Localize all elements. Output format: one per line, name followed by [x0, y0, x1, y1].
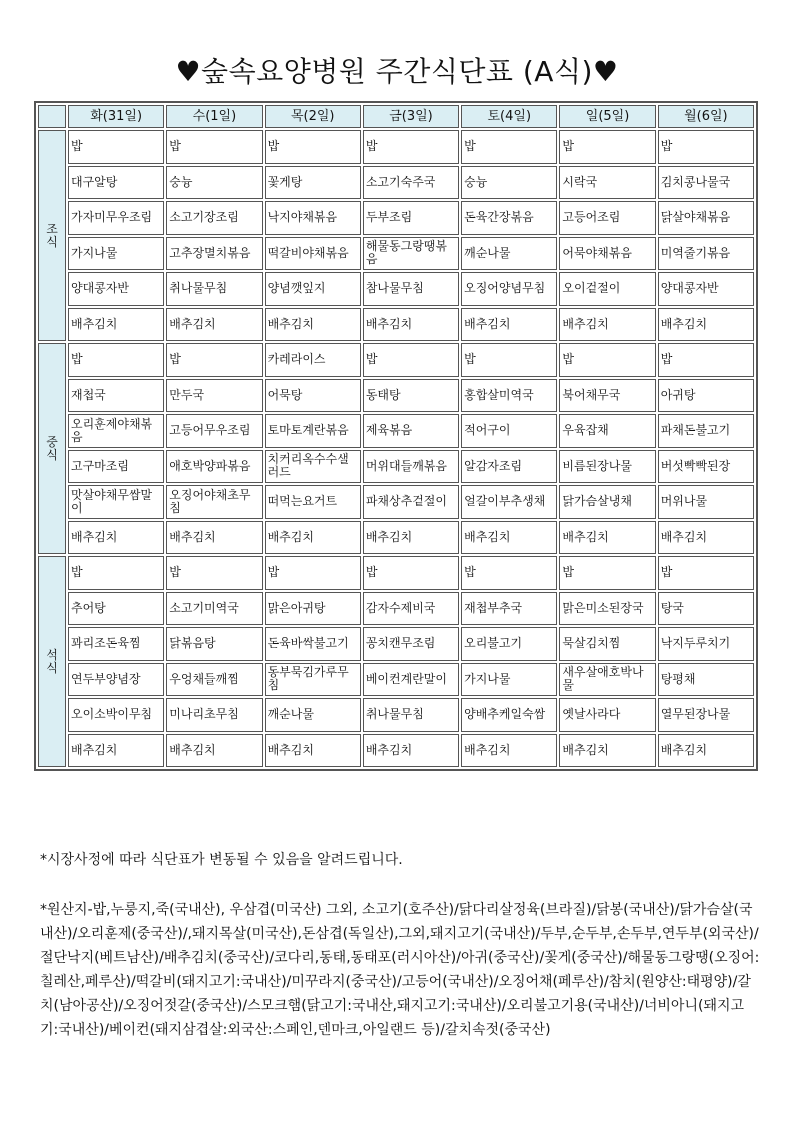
- menu-cell: 양대콩자반: [68, 272, 164, 306]
- day-header: 일(5일): [559, 105, 655, 128]
- menu-cell: 꽈리조돈육찜: [68, 627, 164, 661]
- menu-cell: 김치콩나물국: [658, 166, 754, 200]
- menu-cell: 카레라이스: [265, 343, 361, 377]
- menu-cell: 취나물무침: [363, 698, 459, 732]
- menu-cell: 파채돈불고기: [658, 414, 754, 448]
- day-header: 월(6일): [658, 105, 754, 128]
- menu-cell: 밥: [658, 343, 754, 377]
- menu-cell: 참나물무침: [363, 272, 459, 306]
- menu-cell: 밥: [363, 343, 459, 377]
- menu-cell: 밥: [166, 130, 262, 164]
- day-header: 금(3일): [363, 105, 459, 128]
- menu-row-dinner: [38, 556, 754, 590]
- menu-cell: 고추장멸치볶음: [166, 237, 262, 271]
- menu-cell: 연두부양념장: [68, 663, 164, 697]
- meal-label-char: 식: [46, 447, 58, 462]
- menu-cell: 밥: [461, 130, 557, 164]
- menu-cell: 밥: [68, 556, 164, 590]
- menu-cell: 꽃게탕: [265, 166, 361, 200]
- menu-cell: 숭늉: [461, 166, 557, 200]
- menu-row-breakfast: [38, 237, 754, 271]
- menu-cell: 낙지야채볶음: [265, 201, 361, 235]
- header-corner-cell: [38, 105, 66, 128]
- notes-section: [40, 848, 760, 1042]
- menu-cell: 제육볶음: [363, 414, 459, 448]
- menu-cell: 적어구이: [461, 414, 557, 448]
- day-header-row: [38, 105, 754, 128]
- menu-cell: 밥: [559, 343, 655, 377]
- menu-cell: 밥: [68, 130, 164, 164]
- menu-cell: 토마토계란볶음: [265, 414, 361, 448]
- menu-cell: 밥: [166, 556, 262, 590]
- menu-cell: 오징어양념무침: [461, 272, 557, 306]
- menu-cell: 밥: [461, 343, 557, 377]
- menu-cell: 배추김치: [363, 734, 459, 768]
- menu-cell: 오징어야채초무침: [166, 485, 262, 519]
- menu-cell: 배추김치: [265, 521, 361, 555]
- menu-cell: 숭늉: [166, 166, 262, 200]
- meal-label-char: 식: [46, 234, 58, 249]
- meal-label-breakfast: [38, 130, 66, 341]
- menu-cell: 오이겉절이: [559, 272, 655, 306]
- menu-body: [38, 130, 754, 767]
- menu-cell: 우육잡채: [559, 414, 655, 448]
- menu-row-breakfast: [38, 166, 754, 200]
- menu-cell: 재첩부추국: [461, 592, 557, 626]
- day-header: 수(1일): [166, 105, 262, 128]
- menu-cell: 배추김치: [68, 308, 164, 342]
- menu-row-breakfast: [38, 308, 754, 342]
- menu-cell: 대구알탕: [68, 166, 164, 200]
- menu-row-lunch: [38, 414, 754, 448]
- menu-cell: 알감자조림: [461, 450, 557, 484]
- menu-cell: 파채상추겉절이: [363, 485, 459, 519]
- menu-cell: 깨순나물: [461, 237, 557, 271]
- menu-cell: 고등어조림: [559, 201, 655, 235]
- menu-cell: 해물동그랑땡볶음: [363, 237, 459, 271]
- menu-cell: 맑은아귀탕: [265, 592, 361, 626]
- menu-cell: 맛살야채무쌈말이: [68, 485, 164, 519]
- market-notice: *시장사정에 따라 식단표가 변동될 수 있음을 알려드립니다.: [40, 852, 403, 868]
- menu-cell: 비름된장나물: [559, 450, 655, 484]
- menu-cell: 우엉채들깨찜: [166, 663, 262, 697]
- menu-row-breakfast: [38, 272, 754, 306]
- menu-cell: 밥: [658, 556, 754, 590]
- menu-row-lunch: [38, 343, 754, 377]
- menu-cell: 미나리초무침: [166, 698, 262, 732]
- menu-row-lunch: [38, 379, 754, 413]
- menu-cell: 양대콩자반: [658, 272, 754, 306]
- menu-cell: 만두국: [166, 379, 262, 413]
- menu-row-lunch: [38, 450, 754, 484]
- menu-cell: 돈육바싹불고기: [265, 627, 361, 661]
- menu-cell: 닭가슴살냉채: [559, 485, 655, 519]
- menu-cell: 밥: [461, 556, 557, 590]
- menu-cell: 어묵야채볶음: [559, 237, 655, 271]
- menu-row-dinner: [38, 627, 754, 661]
- menu-cell: 배추김치: [658, 734, 754, 768]
- meal-label-char: 조: [46, 221, 58, 236]
- menu-cell: 닭볶음탕: [166, 627, 262, 661]
- menu-row-breakfast: [38, 201, 754, 235]
- menu-cell: 닭살야채볶음: [658, 201, 754, 235]
- menu-cell: 머위대들깨볶음: [363, 450, 459, 484]
- menu-row-dinner: [38, 734, 754, 768]
- menu-cell: 배추김치: [68, 734, 164, 768]
- menu-cell: 배추김치: [559, 521, 655, 555]
- menu-cell: 고등어무우조림: [166, 414, 262, 448]
- menu-cell: 밥: [559, 130, 655, 164]
- menu-cell: 두부조림: [363, 201, 459, 235]
- menu-row-dinner: [38, 592, 754, 626]
- menu-cell: 얼갈이부추생채: [461, 485, 557, 519]
- menu-cell: 배추김치: [166, 521, 262, 555]
- menu-cell: 밥: [363, 130, 459, 164]
- menu-cell: 꽁치캔무조림: [363, 627, 459, 661]
- menu-cell: 밥: [265, 556, 361, 590]
- menu-cell: 홍합살미역국: [461, 379, 557, 413]
- menu-cell: 소고기장조림: [166, 201, 262, 235]
- menu-cell: 배추김치: [265, 308, 361, 342]
- menu-row-dinner: [38, 663, 754, 697]
- menu-cell: 가자미무우조림: [68, 201, 164, 235]
- menu-cell: 배추김치: [461, 308, 557, 342]
- menu-cell: 배추김치: [559, 734, 655, 768]
- menu-cell: 밥: [363, 556, 459, 590]
- menu-cell: 밥: [559, 556, 655, 590]
- menu-cell: 배추김치: [461, 734, 557, 768]
- menu-cell: 양배추케일숙쌈: [461, 698, 557, 732]
- menu-cell: 애호박양파볶음: [166, 450, 262, 484]
- meal-label-char: 식: [46, 660, 58, 675]
- menu-cell: 오이소박이무침: [68, 698, 164, 732]
- menu-cell: 떠먹는요거트: [265, 485, 361, 519]
- menu-cell: 감자수제비국: [363, 592, 459, 626]
- menu-cell: 깨순나물: [265, 698, 361, 732]
- menu-cell: 취나물무침: [166, 272, 262, 306]
- meal-label-lunch: [38, 343, 66, 554]
- menu-cell: 시락국: [559, 166, 655, 200]
- menu-cell: 소고기미역국: [166, 592, 262, 626]
- menu-cell: 밥: [166, 343, 262, 377]
- menu-cell: 맑은미소된장국: [559, 592, 655, 626]
- menu-cell: 새우살애호박나물: [559, 663, 655, 697]
- menu-row-lunch: [38, 485, 754, 519]
- menu-cell: 열무된장나물: [658, 698, 754, 732]
- day-header: 목(2일): [265, 105, 361, 128]
- menu-cell: 밥: [68, 343, 164, 377]
- menu-cell: 낙지두루치기: [658, 627, 754, 661]
- menu-cell: 아귀탕: [658, 379, 754, 413]
- menu-cell: 북어채무국: [559, 379, 655, 413]
- menu-row-breakfast: [38, 130, 754, 164]
- menu-cell: 배추김치: [363, 308, 459, 342]
- menu-cell: 배추김치: [68, 521, 164, 555]
- menu-cell: 오리불고기: [461, 627, 557, 661]
- menu-cell: 양념깻잎지: [265, 272, 361, 306]
- menu-cell: 옛날사라다: [559, 698, 655, 732]
- menu-cell: 탕평채: [658, 663, 754, 697]
- menu-cell: 가지나물: [68, 237, 164, 271]
- day-header: 토(4일): [461, 105, 557, 128]
- page-title: ♥숲속요양병원 주간식단표 (A식)♥: [175, 55, 619, 88]
- menu-cell: 배추김치: [658, 308, 754, 342]
- menu-cell: 돈육간장볶음: [461, 201, 557, 235]
- menu-cell: 탕국: [658, 592, 754, 626]
- menu-cell: 배추김치: [559, 308, 655, 342]
- menu-cell: 어묵탕: [265, 379, 361, 413]
- meal-label-char: 중: [46, 434, 58, 449]
- menu-cell: 버섯빡빡된장: [658, 450, 754, 484]
- menu-row-dinner: [38, 698, 754, 732]
- menu-row-lunch: [38, 521, 754, 555]
- menu-cell: 오리훈제야채볶음: [68, 414, 164, 448]
- menu-cell: 배추김치: [166, 734, 262, 768]
- menu-cell: 밥: [658, 130, 754, 164]
- menu-cell: 동부묵김가루무침: [265, 663, 361, 697]
- menu-cell: 소고기숙주국: [363, 166, 459, 200]
- meal-label-dinner: [38, 556, 66, 767]
- menu-cell: 재첩국: [68, 379, 164, 413]
- day-header: 화(31일): [68, 105, 164, 128]
- menu-cell: 배추김치: [461, 521, 557, 555]
- menu-cell: 떡갈비야채볶음: [265, 237, 361, 271]
- origin-notice: *원산지-밥,누룽지,죽(국내산), 우삼겹(미국산) 그외, 소고기(호주산)/닭다리살정육(브라질)/닭봉(국내산)/닭가슴살(국내산)/오리훈제(중국산)/,돼지목살(미국산),돈삼겹(독일산),그외,돼지고기(국내산)/두부,순두부,손두부,연두부(외국산)/절단낙지(베트남산)/배추김치(중국산)/코다리,동태,동태포(러시아산)/아귀(중국산)/꽃게(중국산)/해물동그랑땡(오징어:칠레산,페루산)/떡갈비(돼지고기:국내산)/미꾸라지(중국산)/고등어(국내산)/오징어채(페루산)/참치(원양산:태평양)/갈치(남아공산)/오징어젓갈(중국산)/스모크햄(닭고기:국내산,돼지고기:국내산)/오리불고기용(국내산)/너비아니(돼지고기:국내산)/베이컨(돼지삼겹살:외국산:스페인,덴마크,아일랜드 등)/갈치속젓(중국산): [40, 902, 760, 1038]
- menu-cell: 묵살김치찜: [559, 627, 655, 661]
- menu-cell: 치커리옥수수샐러드: [265, 450, 361, 484]
- menu-cell: 밥: [265, 130, 361, 164]
- meal-label-char: 석: [46, 647, 58, 662]
- menu-cell: 추어탕: [68, 592, 164, 626]
- menu-cell: 배추김치: [166, 308, 262, 342]
- weekly-menu-table: [34, 101, 758, 771]
- menu-cell: 미역줄기볶음: [658, 237, 754, 271]
- menu-cell: 동태탕: [363, 379, 459, 413]
- menu-cell: 배추김치: [658, 521, 754, 555]
- menu-cell: 배추김치: [265, 734, 361, 768]
- menu-cell: 배추김치: [363, 521, 459, 555]
- menu-cell: 고구마조림: [68, 450, 164, 484]
- menu-cell: 머위나물: [658, 485, 754, 519]
- menu-cell: 가지나물: [461, 663, 557, 697]
- menu-cell: 베이컨계란말이: [363, 663, 459, 697]
